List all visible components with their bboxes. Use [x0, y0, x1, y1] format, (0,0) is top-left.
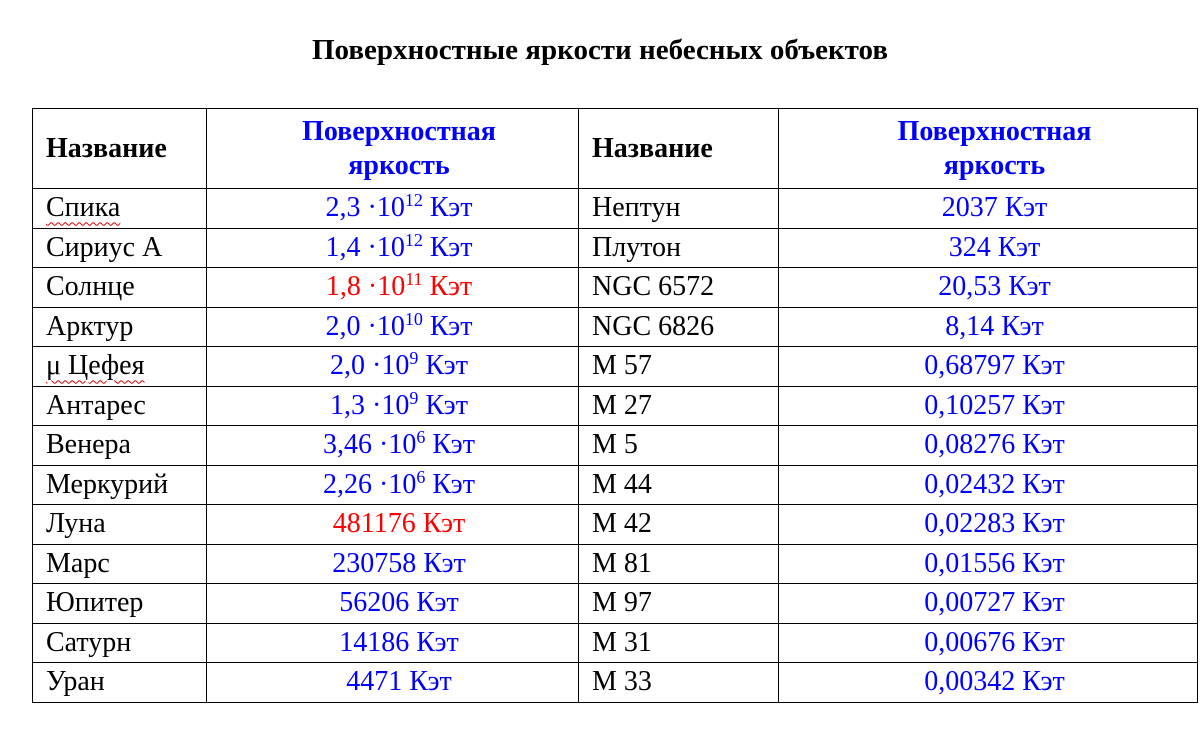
brightness-value-left: [207, 307, 579, 347]
object-name-left: Юпитер: [33, 584, 207, 624]
value-unit: Кэт: [432, 468, 475, 500]
object-name-left: Меркурий: [33, 465, 207, 505]
table-row: [33, 386, 1198, 426]
value-mantissa: 1,8 ·10: [325, 271, 406, 303]
header-name-right: Название: [579, 109, 779, 189]
table-row: [33, 189, 1198, 229]
brightness-value-left: [207, 465, 579, 505]
brightness-value-right: 8,14 Кэт: [779, 307, 1198, 347]
table-row: [33, 465, 1198, 505]
brightness-value-left-highlighted: [207, 268, 579, 308]
value-mantissa: 2,0 ·10: [330, 350, 410, 382]
object-name-right: М 31: [579, 623, 779, 663]
object-name-right: М 44: [579, 465, 779, 505]
value-exponent: 12: [404, 229, 423, 250]
object-name-right: М 33: [579, 663, 779, 703]
table-header-row: [33, 109, 1198, 189]
brightness-value-left-highlighted: 481176 Кэт: [207, 505, 579, 545]
brightness-value-right: 20,53 Кэт: [779, 268, 1198, 308]
value-exponent: 12: [404, 190, 423, 211]
value-exponent: 6: [416, 466, 426, 487]
object-name-left: Арктур: [33, 307, 207, 347]
value-exponent: 11: [405, 269, 423, 290]
value-unit: Кэт: [432, 429, 475, 461]
page-title: Поверхностные яркости небесных объектов: [312, 34, 888, 66]
object-name-right: NGC 6572: [579, 268, 779, 308]
table-row: [33, 347, 1198, 387]
table-row: [33, 307, 1198, 347]
brightness-value-left: 14186 Кэт: [207, 623, 579, 663]
object-name-right: М 5: [579, 426, 779, 466]
table-row: [33, 426, 1198, 466]
table-row: [33, 505, 1198, 545]
brightness-value-right: 0,68797 Кэт: [779, 347, 1198, 387]
brightness-value-right: 324 Кэт: [779, 228, 1198, 268]
table-row: [33, 268, 1198, 308]
table-row: [33, 663, 1198, 703]
brightness-value-right: 0,00342 Кэт: [779, 663, 1198, 703]
header-brightness-line1: Поверхностная: [897, 115, 1092, 147]
value-unit: Кэт: [429, 310, 473, 342]
object-name-right: NGC 6826: [579, 307, 779, 347]
brightness-value-left: 4471 Кэт: [207, 663, 579, 703]
object-name-left: [33, 189, 207, 229]
brightness-value-left: [207, 347, 579, 387]
value-mantissa: 3,46 ·10: [323, 429, 417, 461]
object-name-right: М 42: [579, 505, 779, 545]
value-mantissa: 1,4 ·10: [325, 231, 405, 263]
table-row: [33, 623, 1198, 663]
table-row: [33, 544, 1198, 584]
brightness-value-right: 0,01556 Кэт: [779, 544, 1198, 584]
object-name-left: Уран: [33, 663, 207, 703]
value-mantissa: 2,0 ·10: [325, 310, 405, 342]
value-mantissa: 2,3 ·10: [325, 192, 405, 224]
brightness-value-right: 0,10257 Кэт: [779, 386, 1198, 426]
brightness-value-left: 56206 Кэт: [207, 584, 579, 624]
header-name-left: Название: [33, 109, 207, 189]
object-name-right: М 97: [579, 584, 779, 624]
object-name-left: Сириус А: [33, 228, 207, 268]
object-name-left: Венера: [33, 426, 207, 466]
brightness-value-left: [207, 386, 579, 426]
value-unit: Кэт: [429, 271, 473, 303]
table-row: [33, 228, 1198, 268]
header-brightness-left: [207, 109, 579, 189]
brightness-value-right: 0,00676 Кэт: [779, 623, 1198, 663]
header-brightness-line1: Поверхностная: [302, 115, 496, 147]
brightness-value-left: [207, 189, 579, 229]
object-name-left: Луна: [33, 505, 207, 545]
value-exponent: 9: [409, 387, 419, 408]
object-name-right: М 81: [579, 544, 779, 584]
value-exponent: 6: [416, 427, 426, 448]
brightness-value-right: 0,02432 Кэт: [779, 465, 1198, 505]
object-name-left: Солнце: [33, 268, 207, 308]
table-row: [33, 584, 1198, 624]
brightness-value-right: 0,08276 Кэт: [779, 426, 1198, 466]
value-unit: Кэт: [425, 389, 468, 421]
object-name-left: [33, 347, 207, 387]
brightness-value-left: [207, 426, 579, 466]
object-name-right: М 57: [579, 347, 779, 387]
brightness-value-right: 0,02283 Кэт: [779, 505, 1198, 545]
object-name-right: Плутон: [579, 228, 779, 268]
value-unit: Кэт: [425, 350, 468, 382]
table-body: [33, 189, 1198, 703]
object-name-left: Марс: [33, 544, 207, 584]
value-exponent: 10: [404, 308, 423, 329]
value-unit: Кэт: [429, 231, 473, 263]
object-name-text: Спика: [46, 192, 121, 224]
object-name-left: Антарес: [33, 386, 207, 426]
value-unit: Кэт: [429, 192, 473, 224]
brightness-value-right: 2037 Кэт: [779, 189, 1198, 229]
brightness-value-left: [207, 228, 579, 268]
brightness-value-right: 0,00727 Кэт: [779, 584, 1198, 624]
header-brightness-line2: яркость: [943, 149, 1046, 181]
brightness-table: [32, 108, 1198, 703]
brightness-value-left: 230758 Кэт: [207, 544, 579, 584]
header-brightness-line2: яркость: [348, 149, 450, 181]
object-name-right: Нептун: [579, 189, 779, 229]
object-name-right: М 27: [579, 386, 779, 426]
value-exponent: 9: [409, 348, 419, 369]
header-brightness-right: [779, 109, 1198, 189]
value-mantissa: 2,26 ·10: [323, 468, 417, 500]
object-name-text: μ Цефея: [46, 350, 145, 382]
value-mantissa: 1,3 ·10: [330, 389, 410, 421]
object-name-left: Сатурн: [33, 623, 207, 663]
